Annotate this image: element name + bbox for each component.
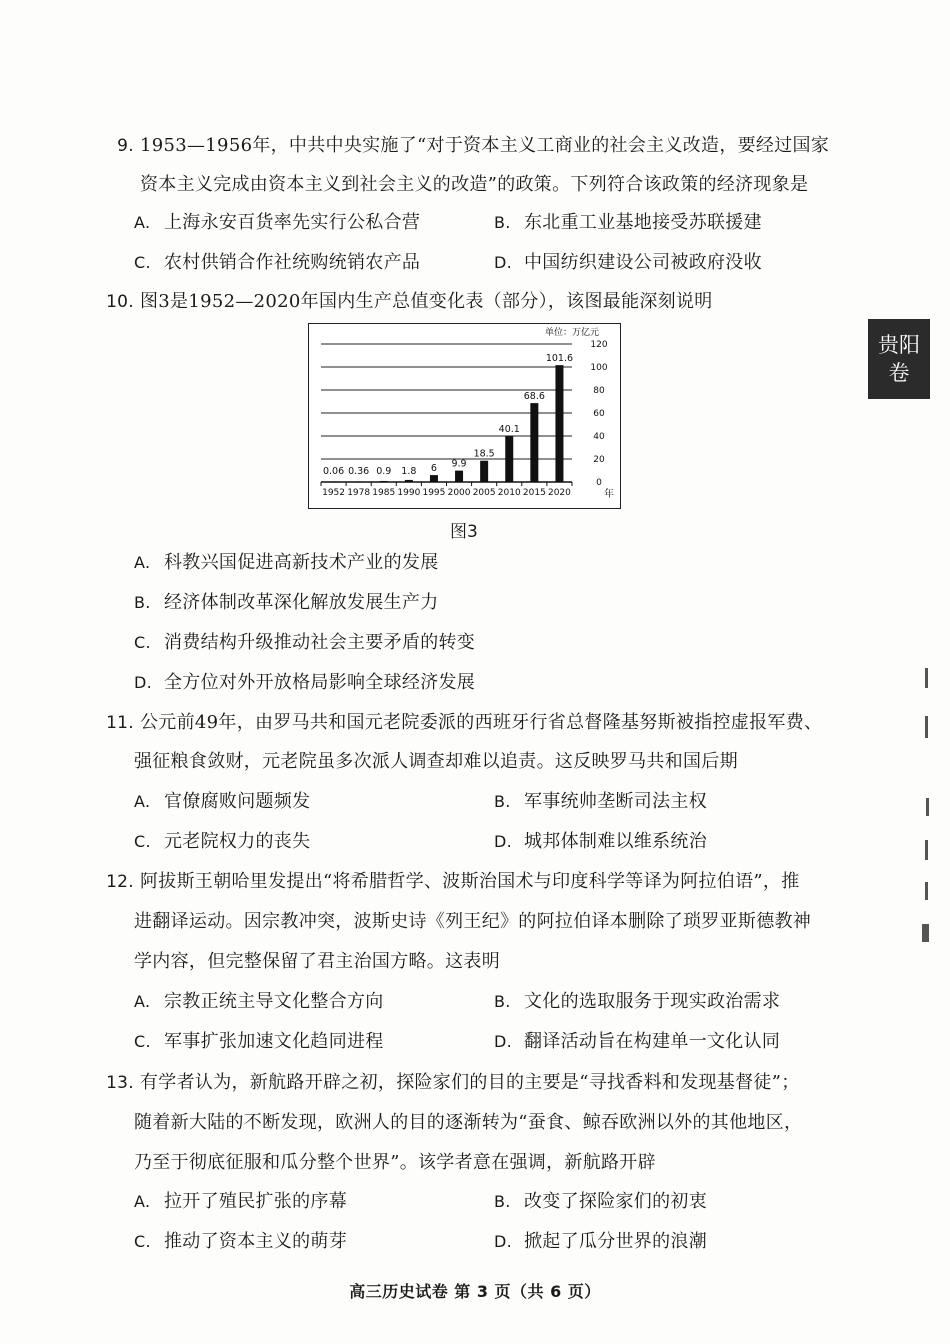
q12-option-d[interactable] bbox=[494, 1030, 780, 1054]
option-letter: A. bbox=[134, 992, 151, 1011]
q11-stem-line2: 强征粮食敛财，元老院虽多次派人调查却难以追责。这反映罗马共和国后期 bbox=[134, 751, 738, 772]
option-letter: D. bbox=[494, 1032, 513, 1051]
option-letter: B. bbox=[134, 593, 151, 612]
option-letter: B. bbox=[494, 213, 511, 232]
q11-option-c[interactable] bbox=[134, 830, 310, 854]
option-letter: D. bbox=[494, 832, 513, 851]
value-label-1978: 0.36 bbox=[348, 466, 370, 477]
x-tick-label-1952: 1952 bbox=[322, 488, 346, 498]
bar-1978 bbox=[355, 481, 363, 482]
y-tick-label: 80 bbox=[593, 386, 605, 396]
option-text: 翻译活动旨在构建单一文化认同 bbox=[524, 1031, 781, 1052]
option-letter: D. bbox=[134, 673, 153, 692]
option-text: 消费结构升级推动社会主要矛盾的转变 bbox=[164, 632, 476, 653]
q9-stem-line2: 资本主义完成由资本主义到社会主义的改造”的政策。下列符合该政策的经济现象是 bbox=[140, 174, 809, 195]
figure-caption: 图3 bbox=[450, 522, 478, 542]
side-tab-line1: 贵阳 bbox=[878, 333, 920, 357]
option-text: 文化的选取服务于现实政治需求 bbox=[524, 991, 781, 1012]
q12-stem-line1 bbox=[96, 870, 800, 894]
x-tick-label-1978: 1978 bbox=[347, 488, 371, 498]
option-letter: C. bbox=[134, 253, 151, 272]
y-tick-label: 100 bbox=[590, 363, 608, 373]
option-text: 中国纺织建设公司被政府没收 bbox=[524, 252, 762, 273]
option-letter: C. bbox=[134, 1032, 151, 1051]
x-tick-label-2005: 2005 bbox=[472, 488, 496, 498]
q11-number: 11. bbox=[106, 713, 134, 733]
option-text: 推动了资本主义的萌芽 bbox=[164, 1231, 347, 1252]
q11-stem-text1: 公元前49年，由罗马共和国元老院委派的西班牙行省总督隆基努斯被指控虚报军费、 bbox=[140, 712, 823, 733]
option-text: 掀起了瓜分世界的浪潮 bbox=[524, 1231, 707, 1252]
scan-mark bbox=[925, 882, 928, 900]
q11-option-b[interactable] bbox=[494, 790, 707, 814]
option-letter: A. bbox=[134, 792, 151, 811]
q11-option-d[interactable] bbox=[494, 830, 707, 854]
side-tab-line2: 卷 bbox=[888, 361, 910, 385]
q11-stem-line1 bbox=[96, 711, 822, 735]
q12-option-b[interactable] bbox=[494, 990, 780, 1014]
q10-option-c[interactable] bbox=[134, 631, 475, 655]
q10-number: 10. bbox=[106, 292, 134, 312]
q10-option-a[interactable] bbox=[134, 551, 439, 575]
option-text: 军事统帅垄断司法主权 bbox=[524, 791, 707, 812]
option-text: 改变了探险家们的初衷 bbox=[524, 1191, 707, 1212]
q13-stem-line3: 乃至于彻底征服和瓜分整个世界”。该学者意在强调，新航路开辟 bbox=[134, 1152, 656, 1173]
q10-option-d[interactable] bbox=[134, 671, 475, 695]
q9-stem-line1 bbox=[96, 134, 829, 158]
scan-mark bbox=[925, 668, 928, 688]
option-text: 科教兴国促进高新技术产业的发展 bbox=[164, 552, 439, 573]
q13-number: 13. bbox=[106, 1073, 134, 1093]
option-text: 官僚腐败问题频发 bbox=[164, 791, 311, 812]
x-tick-label-2000: 2000 bbox=[447, 488, 471, 498]
q12-option-c[interactable] bbox=[134, 1030, 384, 1054]
value-label-2010: 40.1 bbox=[498, 423, 520, 435]
x-tick-label-2010: 2010 bbox=[497, 488, 521, 498]
q13-option-b[interactable] bbox=[494, 1190, 707, 1214]
y-tick-label: 120 bbox=[590, 340, 608, 350]
q9-option-b[interactable] bbox=[494, 211, 762, 235]
q12-number: 12. bbox=[106, 872, 134, 892]
option-letter: C. bbox=[134, 1232, 151, 1251]
x-tick-label-2015: 2015 bbox=[522, 488, 546, 498]
bar-2020 bbox=[555, 365, 563, 482]
x-tick-label-1985: 1985 bbox=[372, 488, 396, 498]
option-letter: C. bbox=[134, 832, 151, 851]
q9-option-a[interactable] bbox=[134, 211, 420, 235]
q13-option-a[interactable] bbox=[134, 1190, 347, 1214]
value-label-2000: 9.9 bbox=[451, 458, 467, 470]
option-text: 城邦体制难以维系统治 bbox=[524, 831, 707, 852]
option-letter: D. bbox=[494, 1232, 513, 1251]
q9-option-c[interactable] bbox=[134, 251, 420, 275]
value-label-1952: 0.06 bbox=[322, 466, 345, 477]
region-side-tab bbox=[868, 319, 930, 399]
q11-option-a[interactable] bbox=[134, 790, 310, 814]
scan-mark bbox=[926, 798, 929, 816]
page-footer: 高三历史试卷 第 3 页（共 6 页） bbox=[349, 1282, 601, 1301]
bar-1995 bbox=[430, 475, 438, 482]
q13-stem-line2: 随着新大陆的不断发现，欧洲人的目的逐渐转为“蚕食、鲸吞欧洲以外的其他地区， bbox=[134, 1112, 803, 1133]
option-letter: B. bbox=[494, 792, 511, 811]
option-text: 农村供销合作社统购统销农产品 bbox=[164, 252, 421, 273]
q12-stem-line2: 进翻译运动。因宗教冲突，波斯史诗《列王纪》的阿拉伯译本删除了琐罗亚斯德教神 bbox=[134, 911, 812, 932]
option-letter: B. bbox=[494, 1192, 511, 1211]
gdp-chart-frame bbox=[308, 323, 621, 509]
value-label-2020: 101.6 bbox=[545, 353, 574, 365]
chart-x-unit-label: 年 bbox=[604, 489, 614, 500]
option-text: 宗教正统主导文化整合方向 bbox=[164, 991, 384, 1012]
y-tick-label: 60 bbox=[593, 409, 605, 419]
value-label-1990: 1.8 bbox=[401, 466, 417, 477]
bar-1985 bbox=[380, 481, 388, 482]
x-tick-label-1995: 1995 bbox=[422, 488, 446, 498]
q12-stem-text1: 阿拔斯王朝哈里发提出“将希腊哲学、波斯治国术与印度科学等译为阿拉伯语”，推 bbox=[140, 871, 800, 892]
x-tick-label-1990: 1990 bbox=[397, 488, 421, 498]
value-label-2015: 68.6 bbox=[523, 391, 545, 403]
x-tick-label-2020: 2020 bbox=[547, 488, 571, 498]
bar-2005 bbox=[480, 461, 488, 482]
q10-option-b[interactable] bbox=[134, 591, 439, 615]
value-label-2005: 18.5 bbox=[473, 448, 495, 460]
q13-stem-text1: 有学者认为，新航路开辟之初，探险家们的目的主要是“寻找香料和发现基督徒”； bbox=[140, 1072, 800, 1093]
q13-stem-line1 bbox=[96, 1071, 800, 1095]
scan-mark bbox=[925, 840, 928, 860]
bar-1952 bbox=[330, 481, 338, 482]
option-letter: A. bbox=[134, 213, 151, 232]
q13-option-c[interactable] bbox=[134, 1230, 347, 1254]
option-letter: A. bbox=[134, 553, 151, 572]
value-label-1985: 0.9 bbox=[376, 466, 392, 477]
gdp-bar-chart bbox=[309, 324, 619, 507]
option-text: 上海永安百货率先实行公私合营 bbox=[164, 212, 421, 233]
option-text: 东北重工业基地接受苏联援建 bbox=[524, 212, 762, 233]
value-label-1995: 6 bbox=[430, 463, 437, 475]
q9-stem-text1: 1953—1956年，中共中央实施了“对于资本主义工商业的社会主义改造，要经过国家 bbox=[140, 135, 830, 156]
bar-2010 bbox=[505, 436, 513, 482]
q13-option-d[interactable] bbox=[494, 1230, 707, 1254]
y-tick-label: 20 bbox=[593, 455, 605, 465]
option-letter: D. bbox=[494, 253, 513, 272]
y-tick-label: 0 bbox=[596, 478, 602, 488]
option-text: 军事扩张加速文化趋同进程 bbox=[164, 1031, 384, 1052]
option-text: 元老院权力的丧失 bbox=[164, 831, 311, 852]
option-letter: B. bbox=[494, 992, 511, 1011]
q12-option-a[interactable] bbox=[134, 990, 384, 1014]
y-tick-label: 40 bbox=[593, 432, 605, 442]
option-text: 经济体制改革深化解放发展生产力 bbox=[164, 592, 439, 613]
bar-1990 bbox=[405, 480, 413, 482]
bar-2015 bbox=[530, 403, 538, 482]
chart-unit-label: 单位：万亿元 bbox=[545, 328, 600, 338]
q10-stem-line1 bbox=[96, 290, 713, 314]
option-text: 全方位对外开放格局影响全球经济发展 bbox=[164, 672, 476, 693]
q12-stem-line3: 学内容，但完整保留了君主治国方略。这表明 bbox=[134, 951, 500, 972]
q9-option-d[interactable] bbox=[494, 251, 762, 275]
scan-mark bbox=[922, 924, 929, 942]
q9-number: 9. bbox=[117, 136, 134, 156]
option-text: 拉开了殖民扩张的序幕 bbox=[164, 1191, 347, 1212]
scan-mark bbox=[925, 716, 928, 738]
bar-2000 bbox=[455, 471, 463, 482]
q10-stem-text1: 图3是1952—2020年国内生产总值变化表（部分），该图最能深刻说明 bbox=[140, 291, 713, 312]
option-letter: C. bbox=[134, 633, 151, 652]
option-letter: A. bbox=[134, 1192, 151, 1211]
